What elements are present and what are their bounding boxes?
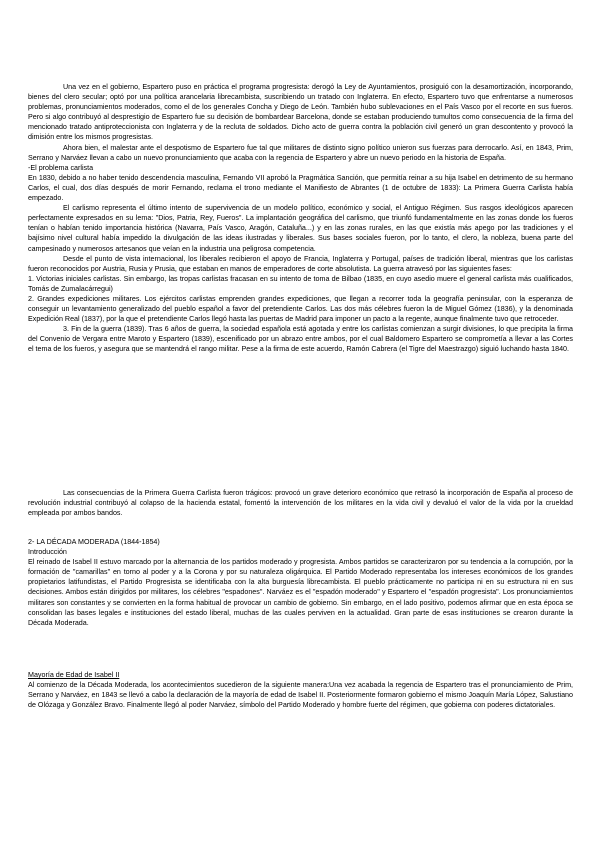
consequences-paragraph: Las consecuencias de la Primera Guerra Carlista fueron trágicos: provocó un grave deterioro económico que retrasó la incorporación de España al proceso de revolución industrial contribuyó al colapso de la hacienda estatal, fomentó la intervención de los militares en la vida civil y devaluó el valor de la vida por la crueldad empleada por ambos bandos.: [28, 489, 573, 518]
section-title: 2- LA DÉCADA MODERADA (1844-1854): [28, 538, 160, 546]
mayoria-heading: Mayoría de Edad de Isabel II: [28, 671, 120, 679]
war-phase-3: 3. Fin de la guerra (1839). Tras 6 años de guerra, la sociedad española está agotada y entre los carlistas comienzan a surgir divisiones, lo que precipita la firma del Convenio de Vergara entre Maroto y Espartero (1839), escenificado por un abrazo entre ambos, por el cual Baldomero Espartero se comprometía a llevar a las Cortes el tema de los fueros, y asegura que se mantendrá el rango militar. Pese a la firma de este acuerdo, Ramón Cabrera (el Tigre del Maestrazgo) siguió luchando hasta 1840.: [28, 325, 573, 354]
intro-paragraph-1: Una vez en el gobierno, Espartero puso en práctica el programa progresista: derogó la Ley de Ayuntamientos, prosiguió con la desamortización, incorporando, bienes del clero secular; optó por una política arancelaria librecambista, suscribiendo un tratado con Inglaterra. En efecto, Espartero tuvo que enfrentarse a numerosos problemas, pronunciamientos moderados, como el de los generales Concha y Diego de León. También hubo sublevaciones en el País Vasco por el recorte en sus fueros. Pero si algo contribuyó al desprestigio de Espartero fue su decisión de bombardear Barcelona, donde se estaban produciendo tumultos como consecuencia de la firma del mencionado tratado antiproteccionista con Inglaterra y de la recluta de soldados. Dicho acto de guerra contra la población civil generó un gran descontento y provocó la dimisión entre los mismos progresistas.: [28, 83, 573, 142]
intro-heading: Introducción: [28, 548, 67, 557]
intro-section: [28, 82, 573, 355]
intro-text: El reinado de Isabel II estuvo marcado por la alternancia de los partidos moderado y progresista. Ambos partidos se caracterizaron por su tendencia a la corrupción, por la formación de "camarillas" en torno al poder y a la Corona y por su naturaleza oligárquica. El Partido Moderado representaba los intereses económicos de los grandes propietarios latifundistas, el Partido Progresista se identificaba con la alta burguesía librecambista. El pueblo prácticamente no participa ni en su estructura ni en sus decisiones. Ambos están dirigidos por militares, los célebres "espadones". Narváez es el "espadón moderado" y Espartero el "espadón progresista". Los pronunciamientos militares son constantes y se convierten en la forma habitual de provocar un cambio de gobierno. Sin embargo, en el lado positivo, podemos afirmar que en esta época se consolidan las bases legales e instituciones del estado liberal, muchas de las cuales perviven en la actualidad. Gran parte de esas instituciones se crearon durante la Década Moderada.: [28, 558, 573, 627]
consequences-section: [28, 488, 573, 518]
carlism-heading: -El problema carlista: [28, 163, 94, 172]
carlism-paragraph-2: El carlismo representa el último intento de supervivencia de un modelo político, económico y social, el Antiguo Régimen. Sus rasgos ideológicos aparecen perfectamente expresados en su lema: "Dios, Patria, Rey, Fueros". La implantación geográfica del carlismo, que triunfó fundamentalmente en las zonas donde los fueros tenían o habían tenido importancia histórica (Navarra, País Vasco, Aragón, Cataluña...) y en las zonas rurales, en las que existía más apego por las tradiciones y el bajísimo nivel cultural había impedido la divulgación de las ideas ilustradas y liberales. Sus bases sociales fueron, por lo tanto, el clero, la nobleza, buena parte del campesinado y numerosos artesanos que veían en la industria una peligrosa competencia.: [28, 204, 573, 253]
war-phase-2: 2. Grandes expediciones militares. Los ejércitos carlistas emprenden grandes expediciones, que llegan a recorrer toda la geografía peninsular, con la esperanza de conseguir un levantamiento generalizado del pueblo español a favor del pretendiente Carlos. Las dos más célebres fueron la de Miguel Gómez (1836), y la denominada Expedición Real (1837), por la que el pretendiente Carlos llegó hasta las puertas de Madrid para imponer un pacto a la regente, aunque finalmente tuvo que retroceder.: [28, 294, 573, 324]
mayoria-section: [28, 670, 573, 710]
carlism-paragraph-3: Desde el punto de vista internacional, los liberales recibieron el apoyo de Francia, Inglaterra y Portugal, países de tradición liberal, mientras que los carlistas fueron reconocidos por Austria, Rusia y Prusia, que estaban en manos de emperadores de corte absolutista. La guerra atravesó por las siguientes fases:: [28, 254, 573, 273]
mayoria-text: Al comienzo de la Década Moderada, los acontecimientos sucedieron de la siguiente manera:Una vez acabada la regencia de Espartero tras el pronunciamiento de Prim, Serrano y Narváez, en 1843 se llevó a cabo la declaración de la mayoría de edad de Isabel II. Posteriormente formaron gobierno el mismo Joaquín María López, Salustiano de Olózaga y González Bravo. Finalmente llegó al poder Narváez, símbolo del Partido Moderado y hombre fuerte del régimen, que gobierna con poderes dictatoriales.: [28, 681, 573, 710]
decada-section: [28, 537, 573, 628]
carlism-paragraph-1: En 1830, debido a no haber tenido descendencia masculina, Fernando VII aprobó la Pragmática Sanción, que permitía reinar a su hija Isabel en detrimento de su hermano Carlos, el cual, dos días después de morir Fernando, reclama el trono mediante el Manifiesto de Abrantes (1 de octubre de 1833): La Primera Guerra Carlista había empezado.: [28, 173, 573, 203]
intro-paragraph-2: Ahora bien, el malestar ante el despotismo de Espartero fue tal que militares de distinto signo político unieron sus fuerzas para derrocarlo. Así, en 1843, Prim, Serrano y Narváez llevan a cabo un nuevo pronunciamiento que acaba con la regencia de Espartero y abre un nuevo periodo en la historia de España.: [28, 143, 573, 162]
war-phase-1: 1. Victorias iniciales carlistas. Sin embargo, las tropas carlistas fracasan en su intento de toma de Bilbao (1835, en cuyo asedio muere el general carlista más cualificados, Tomás de Zumalacárregui): [28, 274, 573, 293]
